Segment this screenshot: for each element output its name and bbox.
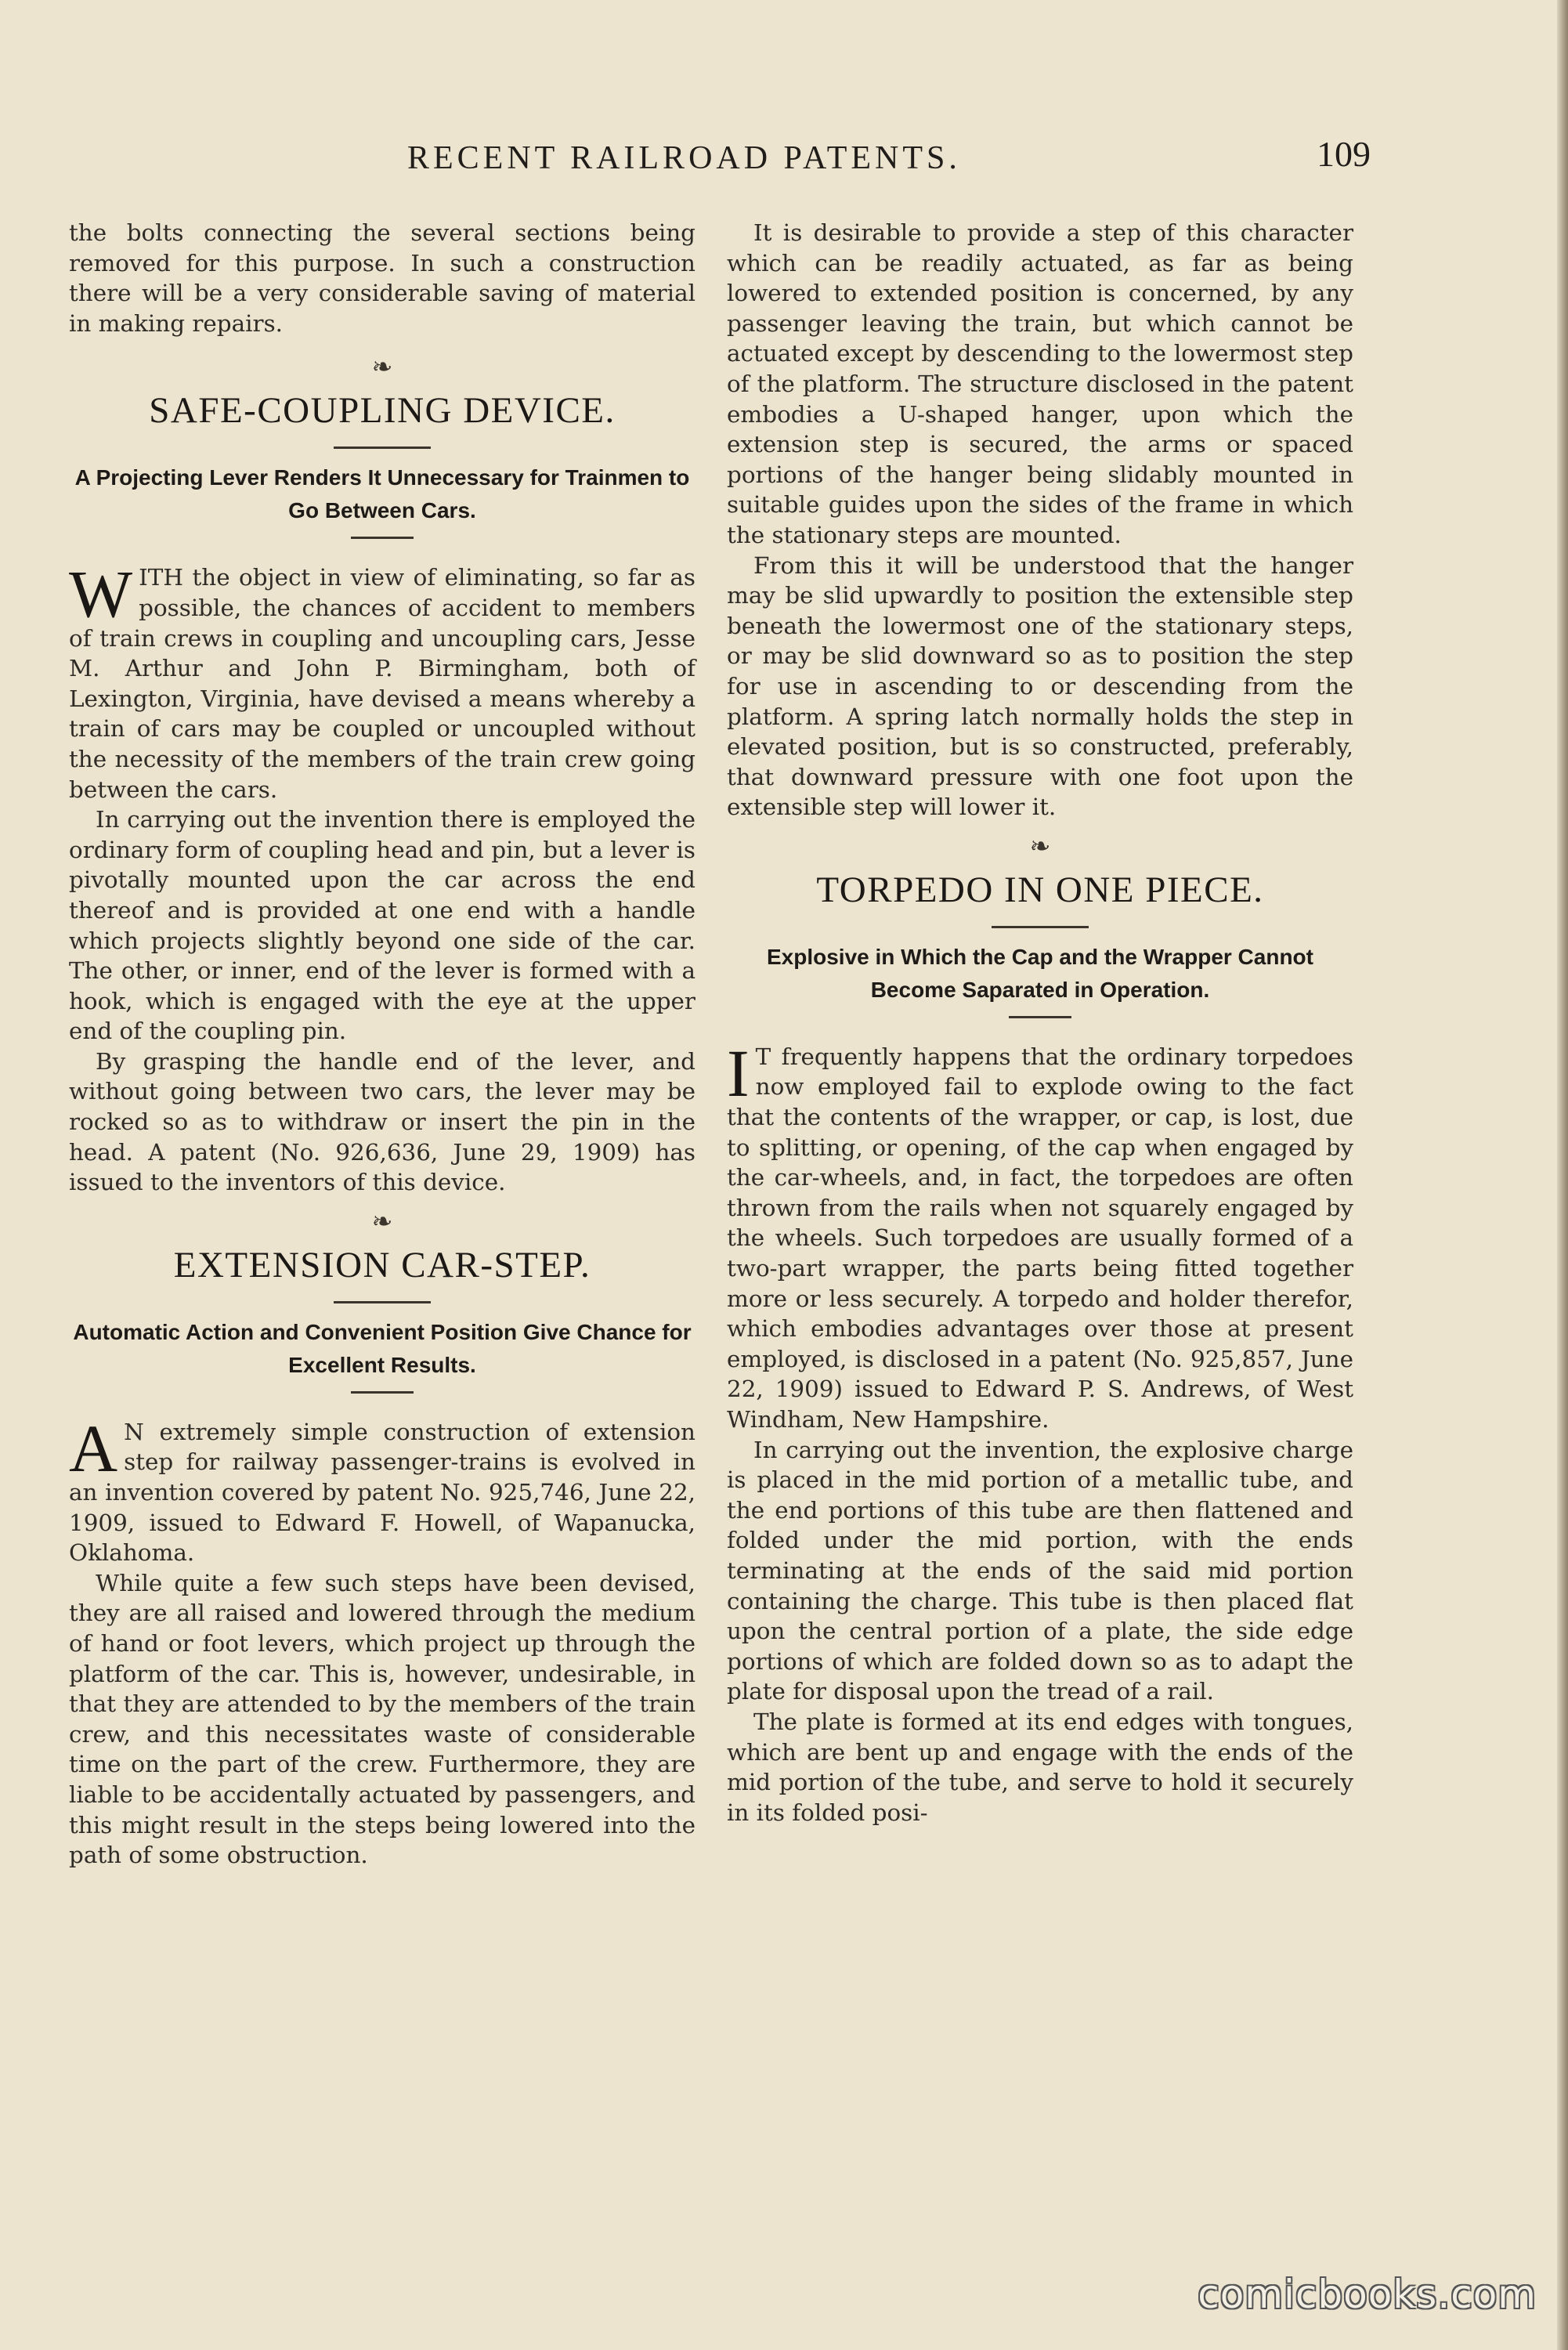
fleuron-icon: ❧ — [371, 1206, 393, 1236]
page-number: 109 — [1317, 134, 1371, 174]
fleuron-icon: ❧ — [371, 352, 393, 382]
article-paragraph: In carrying out the invention there is employed the ordinary form of coupling head and pin, but a lever is pivotally mounted upon the car across the end thereof and is provided at one end with a handle which projects slightly beyond one side of the car. The other, or inner, end of the lever is formed with a hook, which is engaged with the eye at the upper end of the coupling pin. — [69, 806, 695, 1045]
article-paragraph: By grasping the handle end of the lever, and without going between two cars, the lever may be rocked so as to withdraw or insert the pin in the head. A patent (No. 926,636, June 29, 1909) has issued to the inventors of this device. — [69, 1047, 695, 1196]
article-paragraph: While quite a few such steps have been devised, they are all raised and lowered through the medium of hand or foot levers, which project up through the platform of the car. This is, however, undesirable, in that they are attended to by the members of the train crew, and this necessitates waste of considerable time on the part of the crew. Furthermore, they are liable to be accidentally actuated by passengers, and this might result in the steps being lowered into the path of some obstruction. — [69, 1569, 695, 1869]
article-paragraph — [727, 1035, 1353, 1435]
running-head — [70, 133, 1371, 188]
title-rule — [334, 1301, 431, 1303]
drop-cap: I — [727, 1035, 750, 1111]
drop-cap: W — [69, 556, 133, 632]
subhead-rule — [351, 1391, 414, 1394]
subhead-rule — [1009, 1016, 1071, 1018]
drop-cap: A — [69, 1410, 118, 1486]
paragraph-text: ITH the object in view of eliminating, so far as possible, the chances of accident to members of train crews in coupling and uncoupling cars, Jesse M. Arthur and John P. Birmingham, both of Lexington, Virginia, have devised a means whereby a train of cars may be coupled or uncoupled without the necessity of the members of the train crew going between the cars. — [69, 564, 695, 803]
article-paragraph — [69, 556, 695, 804]
right-column — [727, 218, 1353, 1828]
article-paragraph: From this it will be understood that the hanger may be slid upwardly to position the extensible step beneath the lowermost one of the stationary steps, or may be slid downward so as to position the step for use in ascending to or descending from the platform. A spring latch normally holds the step in elevated position, but is so constructed, preferably, that downward pressure with one foot upon the extensible step will lower it. — [727, 551, 1353, 821]
paragraph-text: N extremely simple construction of extension step for railway passenger-trains is evolved in an invention covered by patent No. 925,746, June 22, 1909, issued to Edward F. Howell, of Wapanucka, Oklahoma. — [69, 1418, 695, 1567]
continued-paragraph: the bolts connecting the several sections being removed for this purpose. In such a construction there will be a very considerable saving of material in making repairs. — [69, 219, 695, 337]
subhead-rule — [351, 537, 414, 539]
article-paragraph — [69, 1410, 695, 1568]
article-subhead-extension-car-step: Automatic Action and Convenient Position Give Chance for Excellent Results. — [73, 1319, 692, 1377]
article-title-safe-coupling: SAFE-COUPLING DEVICE. — [149, 390, 616, 432]
watermark-logo: comicbooks.com — [1198, 2272, 1537, 2317]
fleuron-icon: ❧ — [1029, 830, 1051, 861]
running-title: RECENT RAILROAD PATENTS. — [407, 140, 961, 176]
left-column — [69, 218, 695, 1871]
article-subhead-safe-coupling: A Projecting Lever Renders It Unnecessary for Trainmen to Go Between Cars. — [74, 465, 690, 523]
title-rule — [992, 926, 1089, 928]
article-title-torpedo: TORPEDO IN ONE PIECE. — [816, 869, 1264, 910]
paragraph-text: T frequently happens that the ordinary torpedoes now employed fail to explode owing to the fact that the contents of the wrapper, or cap, is lost, due to splitting, or opening, of the cap when engaged by the car-wheels, and, in fact, the torpedoes are often thrown from the rails when not squarely engaged by the wheels. Such torpedoes are usually formed of a two-part wrapper, the parts being fitted together more or less securely. A torpedo and holder therefor, which embodies advantages over those at present employed, is disclosed in a patent (No. 925,857, June 22, 1909) issued to Edward P. S. Andrews, of West Windham, New Hampshire. — [727, 1043, 1353, 1433]
article-title-extension-car-step: EXTENSION CAR-STEP. — [173, 1244, 591, 1285]
page-edge — [1557, 0, 1568, 2350]
title-rule — [334, 446, 431, 449]
article-subhead-torpedo: Explosive in Which the Cap and the Wrapper Cannot Become Saparated in Operation. — [766, 944, 1313, 1002]
article-paragraph: The plate is formed at its end edges with tongues, which are bent up and engage with the ends of the mid portion of the tube, and serve to hold it securely in its folded posi- — [727, 1708, 1353, 1826]
article-paragraph: It is desirable to provide a step of this character which can be readily actuated, as far as being lowered to extended position is concerned, by any passenger leaving the train, but which cannot be actuated except by descending to the lowermost step of the platform. The structure disclosed in the patent embodies a U-shaped hanger, upon which the extension step is secured, the arms or spaced portions of the hanger being slidably mounted in suitable guides upon the sides of the frame in which the stationary steps are mounted. — [727, 219, 1353, 548]
article-paragraph: In carrying out the invention, the explosive charge is placed in the mid portion of a metallic tube, and the end portions of this tube are then flattened and folded under the mid portion, with the ends terminating at the ends of the said mid portion containing the charge. This tube is then placed flat upon the central portion of a plate, the side edge portions of which are folded down so as to adapt the plate for disposal upon the tread of a rail. — [727, 1436, 1353, 1705]
